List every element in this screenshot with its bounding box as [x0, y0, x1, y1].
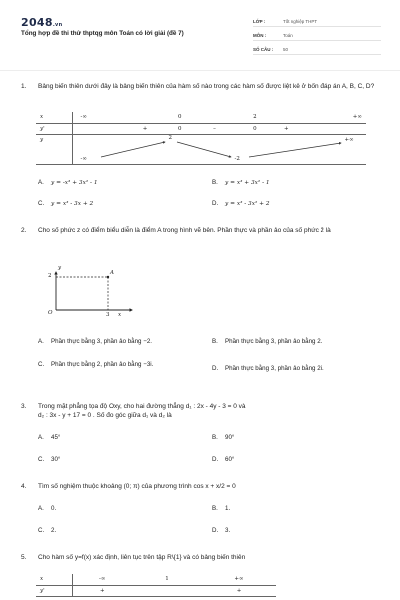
option-letter: A.	[38, 434, 44, 441]
document-header	[21, 16, 381, 58]
question-number: 3.	[21, 403, 27, 410]
logo-suffix: .vn	[52, 22, 63, 28]
option-letter: D.	[212, 456, 219, 463]
meta-label: LỚP :	[253, 18, 266, 24]
graph-x-tick: 3	[106, 312, 110, 318]
table-cell: +	[72, 585, 132, 596]
header-divider	[0, 70, 400, 71]
option-b[interactable]	[212, 179, 270, 187]
table-cell: +∞	[310, 112, 366, 123]
option-text: y = x³ - 3x² + 2	[225, 201, 270, 207]
option-letter: B.	[212, 434, 218, 441]
option-letter: C.	[38, 200, 45, 207]
question-number: 4.	[21, 483, 27, 490]
table-cell: +	[262, 123, 310, 134]
question-number: 5.	[21, 554, 27, 561]
option-letter: D.	[212, 527, 219, 534]
table-cell: +	[112, 123, 178, 134]
question-text: Bảng biến thiên dưới đây là bảng biến thiên của hàm số nào trong các hàm số được liệt kê ở bốn đáp án A, B, C, D?	[38, 83, 375, 90]
option-text: 3.	[225, 527, 231, 534]
option-letter: A.	[38, 505, 44, 512]
option-d[interactable]	[212, 527, 230, 535]
option-text: 2.	[51, 527, 57, 534]
option-letter: B.	[212, 505, 218, 512]
y-value: -2	[234, 155, 240, 162]
logo-main: 2048	[21, 16, 53, 29]
meta-label: SỐ CÂU :	[253, 46, 274, 52]
question-number: 1.	[21, 83, 27, 90]
meta-row-subject	[253, 30, 381, 41]
variation-table-5	[36, 574, 276, 597]
y-row-graph	[72, 134, 366, 164]
option-letter: C.	[38, 456, 45, 463]
option-c[interactable]	[38, 456, 60, 464]
option-letter: B.	[212, 179, 218, 186]
option-letter: D.	[212, 200, 219, 207]
table-cell: 0	[178, 112, 182, 123]
table-row-x	[36, 574, 276, 585]
meta-label: MÔN :	[253, 32, 267, 38]
option-text: Phần thực bằng 3, phần ảo bằng 2.	[225, 338, 323, 345]
document-meta	[253, 16, 381, 58]
y-value: -∞	[80, 155, 87, 162]
option-a[interactable]	[38, 179, 98, 187]
option-d[interactable]	[212, 456, 234, 464]
question-number: 2.	[21, 227, 27, 234]
question-text: Tìm số nghiệm thuộc khoảng (0; π) của phương trình cos x + x/2 = 0	[38, 483, 236, 490]
option-a[interactable]	[38, 434, 60, 442]
y-value: 2	[168, 134, 172, 141]
option-text: Phần thực bằng 3, phần ảo bằng −2.	[51, 338, 152, 345]
question-text-line-1: Trong mặt phẳng tọa độ Oxy, cho hai đường thẳng d₁ : 2x - 4y - 3 = 0 và	[38, 403, 246, 410]
document-title: Tổng hợp đề thi thử thptqg môn Toán có lời giải (đề 7)	[21, 30, 184, 37]
option-text: Phần thực bằng 2, phần ảo bằng −3i.	[51, 361, 154, 368]
graph-origin: O	[48, 310, 53, 316]
table-row-y	[36, 134, 366, 164]
option-text: y = -x³ + 3x² - 1	[51, 180, 98, 186]
table-cell: 1	[132, 574, 202, 585]
option-a[interactable]	[38, 505, 56, 513]
option-text: y = x³ + 3x² - 1	[225, 180, 270, 186]
option-c[interactable]	[38, 200, 93, 208]
graph-x-label: x	[118, 312, 122, 318]
question-text: Cho số phức z có điểm biểu diễn là điểm A trong hình vẽ bên. Phần thực và phần ảo của số phức z̄ là	[38, 227, 331, 234]
graph-point: A	[110, 270, 114, 276]
option-text: 45°	[51, 434, 61, 441]
question-text-line-2: d₂ : 3x - y + 17 = 0 . Số đo góc giữa d₁ và d₂ là	[38, 412, 172, 419]
meta-value: Toán	[283, 32, 293, 38]
variation-arrows	[73, 135, 365, 165]
variation-table-1	[36, 112, 366, 165]
table-row-x	[36, 112, 366, 123]
table-row-yp	[36, 585, 276, 596]
meta-row-count	[253, 44, 381, 55]
meta-value: 50	[283, 46, 289, 52]
row-label: y'	[36, 123, 72, 134]
meta-row-class	[253, 16, 381, 27]
option-text: 0.	[51, 505, 57, 512]
option-d[interactable]	[212, 365, 382, 373]
question-text: Cho hàm số y=f(x) xác định, liên tục trên tập R\{1} và có bảng biến thiên	[38, 554, 246, 561]
graph-y-label: y	[58, 265, 62, 271]
row-label: y	[36, 134, 72, 164]
option-text: Phần thực bằng 3, phần ảo bằng 2i.	[225, 365, 324, 372]
meta-value: Tốt nghiệp THPT	[283, 18, 318, 24]
site-logo[interactable]	[21, 16, 62, 29]
table-cell: 0	[178, 123, 182, 134]
option-letter: A.	[38, 179, 44, 186]
option-text: 1.	[225, 505, 231, 512]
table-cell: –	[182, 123, 248, 134]
option-letter: C.	[38, 361, 45, 368]
option-text: y = x³ - 3x + 2	[51, 201, 94, 207]
row-label: x	[36, 574, 72, 585]
option-c[interactable]	[38, 527, 56, 535]
graph-y-tick: 2	[48, 273, 52, 279]
complex-plane-graph	[36, 265, 136, 328]
table-cell: +∞	[202, 574, 276, 585]
table-row-yp	[36, 123, 366, 134]
table-cell: +	[202, 585, 276, 596]
option-c[interactable]	[38, 361, 198, 369]
option-letter: C.	[38, 527, 45, 534]
option-a[interactable]	[38, 338, 208, 346]
table-cell: 2	[248, 112, 263, 123]
option-b[interactable]	[212, 338, 382, 346]
option-b[interactable]	[212, 505, 230, 513]
table-cell: -∞	[72, 112, 112, 123]
option-letter: B.	[212, 338, 218, 345]
row-label: y'	[36, 585, 72, 596]
option-d[interactable]	[212, 200, 270, 208]
option-text: 30°	[51, 456, 61, 463]
option-b[interactable]	[212, 434, 234, 442]
table-cell: 0	[248, 123, 263, 134]
option-letter: D.	[212, 365, 219, 372]
option-letter: A.	[38, 338, 44, 345]
table-cell: -∞	[72, 574, 132, 585]
y-value: +∞	[344, 136, 354, 143]
row-label: x	[36, 112, 72, 123]
option-text: 90°	[225, 434, 235, 441]
option-text: 60°	[225, 456, 235, 463]
